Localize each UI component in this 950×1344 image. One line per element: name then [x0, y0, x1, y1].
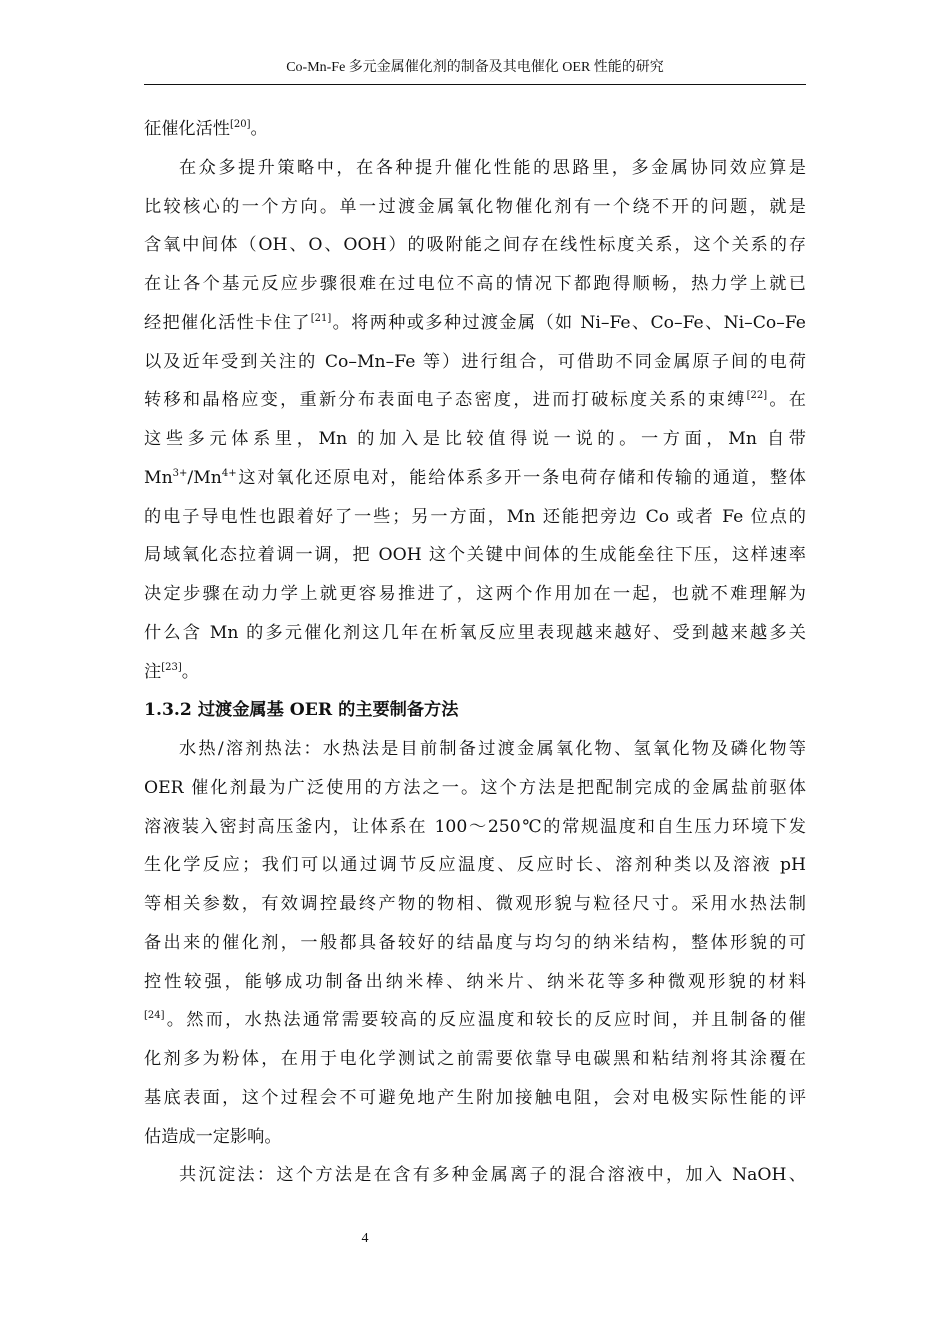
body-line: 在众多提升策略中，在各种提升催化性能的思路里，多金属协同效应算是 [179, 157, 806, 178]
superscript-charge: 4+ [221, 467, 237, 479]
citation: [23] [161, 661, 182, 673]
body-line: 转移和晶格应变，重新分布表面电子态密度，进而打破标度关系的束缚[22]。在 [144, 390, 806, 411]
body-line: 化剂多为粉体，在用于电化学测试之前需要依靠导电碳黑和粘结剂将其涂覆在 [144, 1049, 806, 1069]
superscript-charge: 3+ [172, 467, 188, 479]
body-line: 什么含 Mn 的多元催化剂这几年在析氧反应里表现越来越好、受到越来越多关 [144, 622, 806, 643]
body-line: 备出来的催化剂，一般都具备较好的结晶度与均匀的纳米结构，整体形貌的可 [144, 932, 806, 953]
body-line: $Mn^{3+}/Mn^{4+}$这对氧化还原电对，能给体系多开一条电荷存储和传输的通道，整体 [144, 467, 806, 488]
citation: [20] [229, 119, 251, 130]
body-line: 的电子导电性也跟着好了一些；另一方面，Mn 还能把旁边 Co 或者 Fe 位点的 [144, 506, 806, 527]
section-heading: 1.3.2 过渡金属基 OER 的主要制备方法 [144, 700, 459, 721]
body-line: 生化学反应；我们可以通过调节反应温度、反应时长、溶剂种类以及溶液 pH [144, 855, 806, 876]
body-line: [24]。然而，水热法通常需要较高的反应温度和较长的反应时间，并且制备的催 [144, 1010, 806, 1031]
body-line: 水热/溶剂热法：水热法是目前制备过渡金属氧化物、氢氧化物及磷化物等 [179, 739, 806, 759]
body-line: 注[23]。 [144, 661, 199, 682]
page-body [144, 110, 806, 1195]
body-line: 等相关参数，有效调控最终产物的物相、微观形貌与粒径尺寸。采用水热法制 [144, 894, 806, 914]
body-line: 局域氧化态拉着调一调，把 OOH 这个关键中间体的生成能垒往下压，这样速率 [144, 545, 806, 566]
citation: [22] [746, 390, 768, 402]
body-line: 以及近年受到关注的 Co–Mn–Fe 等）进行组合，可借助不同金属原子间的电荷 [144, 351, 806, 372]
body-line: 基底表面，这个过程会不可避免地产生附加接触电阻，会对电极实际性能的评 [144, 1087, 806, 1108]
body-line: 溶液装入密封高压釜内，让体系在 100～250℃的常规温度和自生压力环境下发 [144, 816, 806, 837]
running-header: Co-Mn-Fe 多元金属催化剂的制备及其电催化 OER 性能的研究 [286, 60, 664, 75]
body-line: 征催化活性[20]。 [144, 119, 268, 139]
body-line: 控性较强，能够成功制备出纳米棒、纳米片、纳米花等多种微观形貌的材料 [144, 971, 806, 992]
body-line: OER 催化剂最为广泛使用的方法之一。这个方法是把配制完成的金属盐前驱体 [144, 777, 806, 798]
page-number: 4 [361, 1231, 369, 1246]
body-line: 估造成一定影响。 [144, 1126, 282, 1147]
body-line: 比较核心的一个方向。单一过渡金属氧化物催化剂有一个绕不开的问题，就是 [144, 196, 806, 217]
header-rule [144, 84, 806, 85]
body-line: 含氧中间体（OH、O、OOH）的吸附能之间存在线性标度关系，这个关系的存 [144, 235, 806, 256]
body-line: 在让各个基元反应步骤很难在过电位不高的情况下都跑得顺畅，热力学上就已 [144, 274, 806, 294]
citation: [24] [144, 1010, 165, 1022]
citation: [21] [310, 312, 332, 324]
body-line: 共沉淀法：这个方法是在含有多种金属离子的混合溶液中，加入 NaOH、 [179, 1165, 806, 1186]
body-line: 这些多元体系里，Mn 的加入是比较值得说一说的。一方面，Mn 自带 [144, 429, 806, 449]
body-line: 经把催化活性卡住了[21]。将两种或多种过渡金属（如 Ni–Fe、Co–Fe、Ni–Co–Fe [144, 312, 806, 333]
body-line: 决定步骤在动力学上就更容易推进了，这两个作用加在一起，也就不难理解为 [144, 584, 806, 604]
